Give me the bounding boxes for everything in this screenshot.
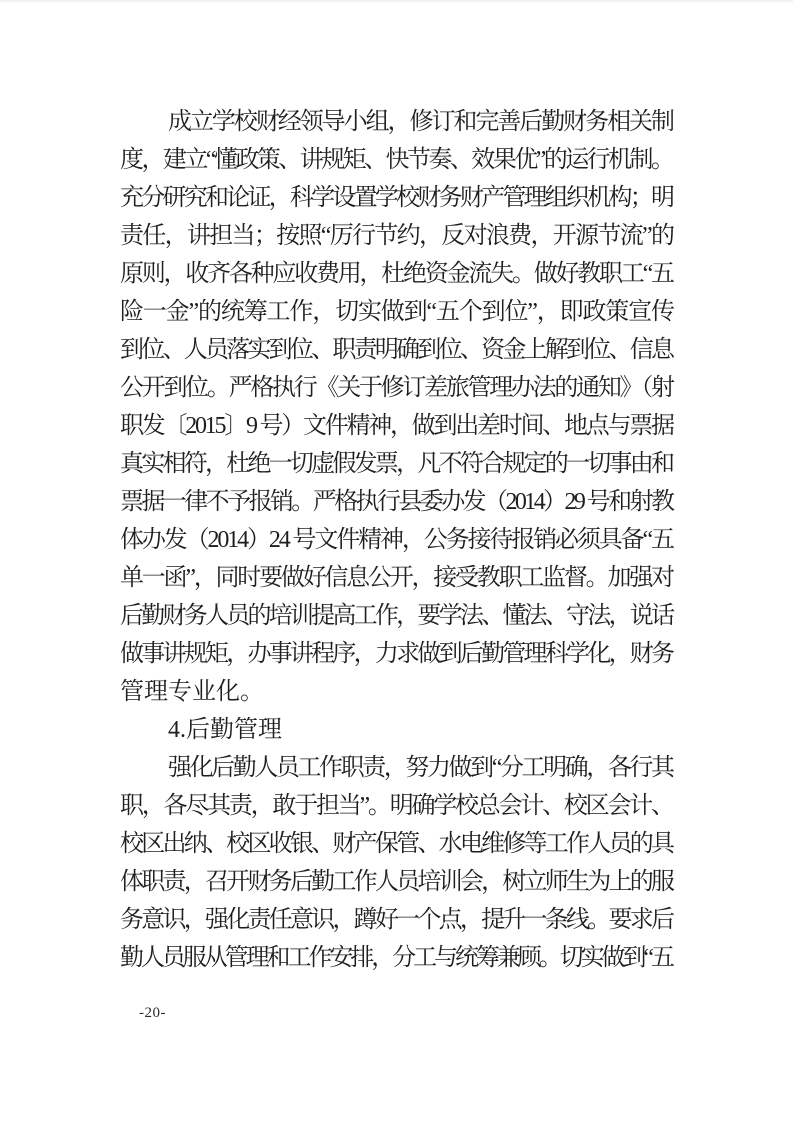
text-line <box>120 635 675 673</box>
text-line <box>120 255 675 293</box>
text-line-content: 责任，讲担当；按照“厉行节约，反对浪费，开源节流”的 <box>120 223 674 249</box>
text-line-content: 4.后勤管理 <box>168 717 282 743</box>
text-line <box>120 901 675 939</box>
text-line <box>120 787 675 825</box>
text-line <box>120 217 675 255</box>
text-line-content: 票据一律不予报销。严格执行县委办发（2014）29 号和射教 <box>120 489 673 515</box>
text-line <box>120 825 675 863</box>
text-line-content: 校区出纳、校区收银、财产保管、水电维修等工作人员的具 <box>120 831 673 857</box>
text-line-content: 充分研究和论证，科学设置学校财务财产管理组织机构；明 <box>120 185 673 211</box>
text-line-content: 体办发（2014）24 号文件精神，公务接待报销必须具备“五 <box>120 527 673 553</box>
text-line <box>120 331 675 369</box>
text-line <box>120 673 675 711</box>
text-line <box>120 559 675 597</box>
text-line <box>120 521 675 559</box>
text-line-content: 职，各尽其责，敢于担当”。明确学校总会计、校区会计、 <box>120 793 673 819</box>
text-line <box>120 939 675 977</box>
text-line <box>120 711 675 749</box>
text-line <box>120 369 675 407</box>
text-line-content: 后勤财务人员的培训提高工作，要学法、懂法、守法，说话 <box>120 603 673 629</box>
document-body <box>120 103 675 977</box>
text-line-content: 做事讲规矩，办事讲程序，力求做到后勤管理科学化，财务 <box>120 641 673 667</box>
text-line-content: 公开到位。严格执行《关于修订差旅管理办法的通知》（射 <box>120 375 673 401</box>
text-line-content: 单一函”，同时要做好信息公开，接受教职工监督。加强对 <box>120 565 673 591</box>
page-top-edge <box>0 0 793 2</box>
text-line <box>120 179 675 217</box>
page-number: -20- <box>139 1005 166 1021</box>
text-line <box>120 483 675 521</box>
text-line-content: 职发〔2015〕9 号）文件精神，做到出差时间、地点与票据 <box>120 413 673 439</box>
text-line <box>120 407 675 445</box>
text-line-content: 强化后勤人员工作职责，努力做到“分工明确，各行其 <box>168 755 673 781</box>
text-line-content: 勤人员服从管理和工作安排，分工与统筹兼顾。切实做到“五 <box>120 945 672 971</box>
text-line <box>120 103 675 141</box>
text-line <box>120 863 675 901</box>
text-line-content: 成立学校财经领导小组，修订和完善后勤财务相关制 <box>168 109 673 135</box>
text-line-content: 务意识，强化责任意识，蹲好一个点，提升一条线。要求后 <box>120 907 673 933</box>
text-line <box>120 141 675 179</box>
text-line-content: 管理专业化。 <box>120 679 264 705</box>
text-line <box>120 749 675 787</box>
text-line <box>120 597 675 635</box>
text-line-content: 险一金”的统筹工作，切实做到“五个到位”，即政策宣传 <box>120 299 674 325</box>
text-line <box>120 293 675 331</box>
text-line-content: 到位、人员落实到位、职责明确到位、资金上解到位、信息 <box>120 337 673 363</box>
text-line-content: 真实相符，杜绝一切虚假发票，凡不符合规定的一切事由和 <box>120 451 673 477</box>
text-line-content: 度，建立“懂政策、讲规矩、快节奏、效果优”的运行机制。 <box>120 147 673 173</box>
text-line-content: 体职责，召开财务后勤工作人员培训会，树立师生为上的服 <box>120 869 673 895</box>
text-line-content: 原则，收齐各种应收费用，杜绝资金流失。做好教职工“五 <box>120 261 673 287</box>
text-line <box>120 445 675 483</box>
